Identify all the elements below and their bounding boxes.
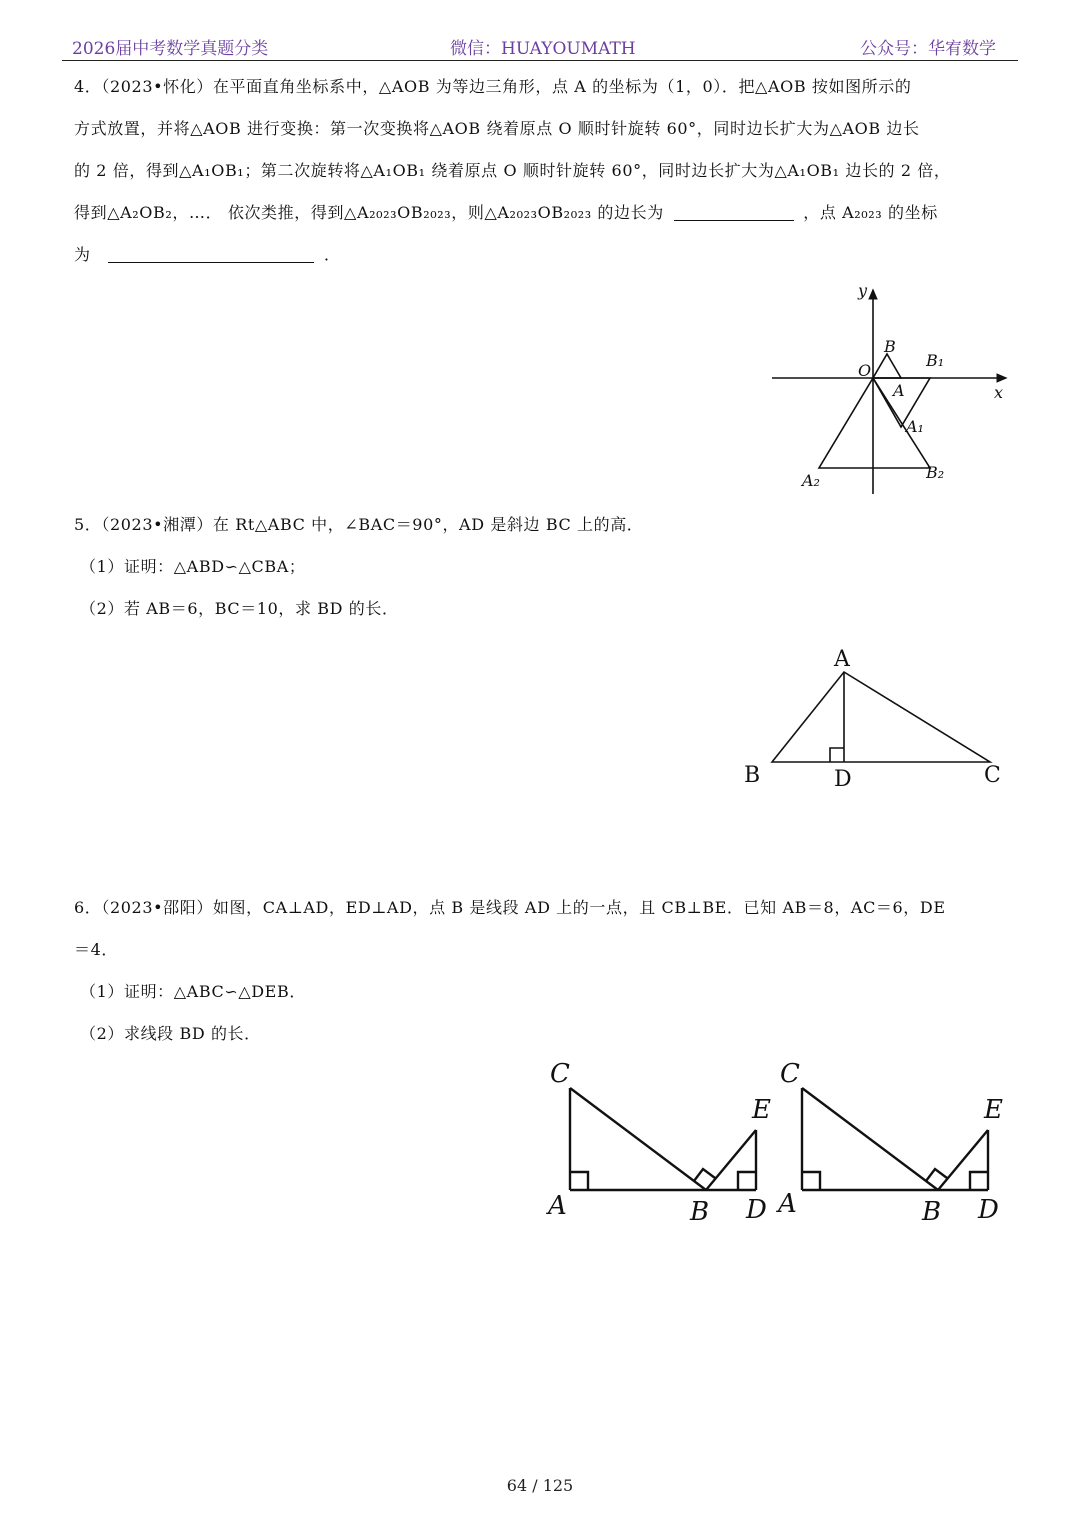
right-angle-mark-B [694,1169,715,1181]
label-B1: B₁ [926,351,945,370]
page-header [62,30,1018,61]
problem-6-line-2: ＝4． [74,940,118,959]
problem-4-line-5 [74,234,1010,276]
problem-4-line-5-tail: ． [323,245,341,264]
label-x: x [994,383,1004,402]
segment-CB [802,1088,938,1190]
problem-4-line-5-text: 为 [74,245,91,264]
right-angle-mark-D [970,1172,988,1190]
label-B: B [922,1197,942,1227]
header-wechat: 微信：HUAYOUMATH [450,39,636,59]
problem-4-line-3: 的 2 倍，得到△A₁OB₁；第二次旋转将△A₁OB₁ 绕着原点 O 顺时针旋转 60°，同时边长扩大为△A₁OB₁ 边长的 2 倍， [74,161,951,180]
header-account: 公众号：华宥数学 [860,39,996,59]
label-D: D [978,1195,999,1225]
problem-4-line-4-tail: ，点 A₂₀₂₃ 的坐标 [803,203,938,222]
segment-CB [570,1088,706,1190]
page-number: 64 / 125 [506,1476,574,1495]
figure-perpendicular-triangles-left [540,1050,790,1230]
segment-BE [706,1130,756,1190]
label-B: B [690,1197,710,1227]
problem-6-line-1: 6．（2023•邵阳）如图，CA⊥AD，ED⊥AD，点 B 是线段 AD 上的一点，且 CB⊥BE．已知 AB＝8，AC＝6，DE [74,898,946,917]
label-E: E [752,1095,771,1125]
label-A: A [834,647,850,672]
label-B: B [744,763,761,788]
label-A: A [548,1191,567,1221]
label-A2: A₂ [802,471,820,490]
label-A1: A₁ [906,417,924,436]
problem-5-title: 5．（2023•湘潭）在 Rt△ABC 中，∠BAC＝90°，AD 是斜边 BC 上的高． [74,515,644,534]
label-C: C [780,1059,800,1089]
triangle-ABC [772,672,990,762]
problem-4-line-1: 4．（2023•怀化）在平面直角坐标系中，△AOB 为等边三角形，点 A 的坐标为（1，0）．把△AOB 按如图所示的 [74,77,912,96]
right-angle-mark-A [570,1172,588,1190]
problem-6-question-2: （2）求线段 BD 的长． [80,1024,261,1043]
problem-5-question-2: （2）若 AB＝6，BC＝10，求 BD 的长． [80,599,399,618]
label-O: O [858,361,872,380]
right-angle-mark-B [926,1169,947,1181]
figure-rotating-triangles [760,280,1020,500]
label-B: B [884,337,896,356]
problem-4-line-2: 方式放置，并将△AOB 进行变换：第一次变换将△AOB 绕着原点 O 顺时针旋转 60°，同时边长扩大为△AOB 边长 [74,119,920,138]
problem-5-question-1: （1）证明：△ABD∽△CBA； [80,557,306,576]
label-D: D [746,1195,767,1225]
problem-4 [74,66,1010,276]
label-y: y [858,281,868,300]
answer-blank-side-length[interactable] [674,200,794,221]
problem-6 [74,887,1010,971]
header-title: 2026届中考数学真题分类 [72,39,269,59]
label-B2: B₂ [926,463,945,482]
right-angle-mark-D [738,1172,756,1190]
figure-right-triangle-altitude [736,640,1016,800]
label-E: E [984,1095,1003,1125]
label-C: C [550,1059,570,1089]
problem-4-line-4-text: 得到△A₂OB₂，…． 依次类推，得到△A₂₀₂₃OB₂₀₂₃，则△A₂₀₂₃OB₂₀₂₃ 的边长为 [74,203,664,222]
label-A: A [893,381,905,400]
label-C: C [984,763,1001,788]
segment-BE [938,1130,988,1190]
label-D: D [834,767,852,792]
problem-6-question-1: （1）证明：△ABC∽△DEB． [80,982,306,1001]
problem-4-line-4 [74,192,1010,234]
right-angle-mark-D [830,748,844,762]
triangle-AOB [873,354,901,378]
label-A: A [778,1189,797,1219]
right-angle-mark-A [802,1172,820,1190]
answer-blank-coordinates[interactable] [108,242,314,263]
figure-perpendicular-triangles-right [772,1050,1022,1230]
